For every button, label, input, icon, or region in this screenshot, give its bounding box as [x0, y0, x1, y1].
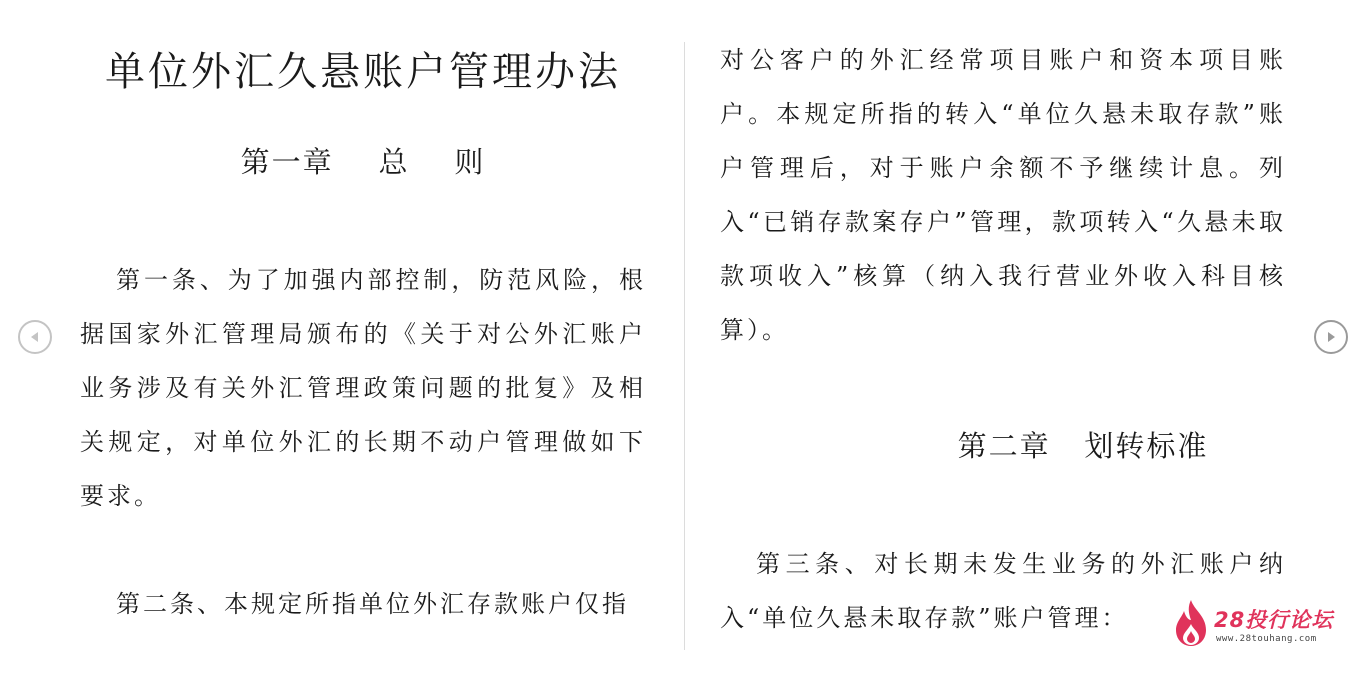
chevron-left-icon — [28, 330, 42, 344]
chapter-2-title: 第二章 划转标准 — [957, 429, 1209, 463]
article-2-continued: 对公客户的外汇经常项目账户和资本项目账户。本规定所指的转入“单位久悬未取存款”账户管理后，对于账户余额不予继续计息。列入“已销存款案存户”管理，款项转入“久悬未取款项收入”核算（纳入我行营业外收入科目核算）。 — [720, 46, 1286, 344]
watermark-logo — [1170, 598, 1350, 652]
page-divider — [684, 42, 685, 650]
next-page-button[interactable] — [1314, 320, 1348, 354]
watermark-name: 28投行论坛 — [1214, 608, 1334, 632]
chapter-1-title: 第一章 总 则 — [240, 145, 486, 179]
document-title: 单位外汇久悬账户管理办法 — [105, 49, 621, 95]
watermark-url: www.28touhang.com — [1216, 634, 1317, 644]
previous-page-button[interactable] — [18, 320, 52, 354]
chevron-right-icon — [1324, 330, 1338, 344]
left-page — [80, 0, 646, 674]
article-1: 第一条、为了加强内部控制，防范风险，根据国家外汇管理局颁布的《关于对公外汇账户业务涉及有关外汇管理政策问题的批复》及相关规定，对单位外汇的长期不动户管理做如下要求。 — [80, 266, 646, 510]
flame-icon — [1172, 598, 1210, 652]
article-2-start: 第二条、本规定所指单位外汇存款账户仅指 — [116, 590, 629, 618]
article-3-start: 第三条、对长期未发生业务的外汇账户纳入“单位久悬未取存款”账户管理： — [720, 550, 1286, 632]
right-page — [720, 0, 1286, 674]
